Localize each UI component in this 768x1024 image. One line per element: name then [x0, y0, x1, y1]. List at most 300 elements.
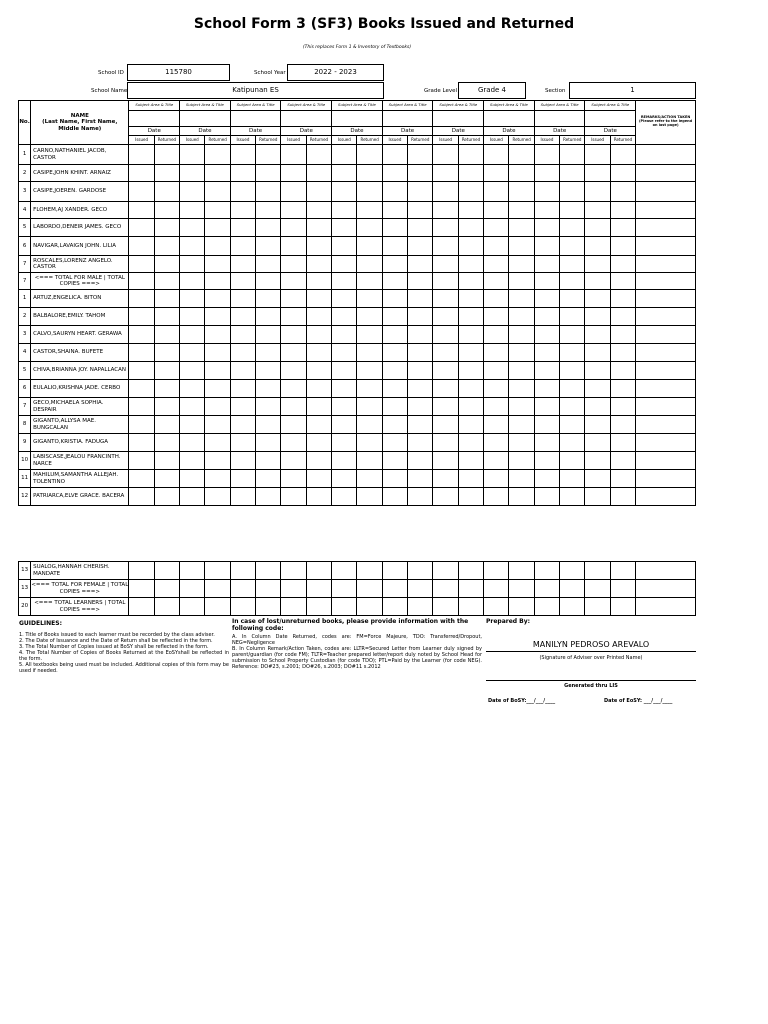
date-cell[interactable] [205, 416, 230, 434]
date-cell[interactable] [585, 562, 610, 580]
date-cell[interactable] [154, 562, 179, 580]
date-cell[interactable] [560, 202, 585, 219]
date-cell[interactable] [332, 488, 357, 506]
date-cell[interactable] [180, 165, 205, 182]
date-cell[interactable] [154, 165, 179, 182]
date-cell[interactable] [180, 219, 205, 237]
date-cell[interactable] [180, 434, 205, 452]
date-cell[interactable] [180, 470, 205, 488]
date-cell[interactable] [585, 202, 610, 219]
date-cell[interactable] [230, 202, 255, 219]
remarks-cell[interactable] [636, 273, 696, 290]
date-cell[interactable] [509, 344, 534, 362]
date-cell[interactable] [180, 237, 205, 256]
date-cell[interactable] [433, 237, 458, 256]
date-cell[interactable] [306, 362, 331, 380]
remarks-cell[interactable] [636, 362, 696, 380]
date-cell[interactable] [306, 202, 331, 219]
date-cell[interactable] [382, 273, 407, 290]
date-cell[interactable] [560, 562, 585, 580]
date-cell[interactable] [408, 488, 433, 506]
date-cell[interactable] [534, 380, 559, 398]
date-cell[interactable] [382, 488, 407, 506]
date-cell[interactable] [509, 326, 534, 344]
date-cell[interactable] [382, 452, 407, 470]
date-cell[interactable] [154, 273, 179, 290]
remarks-cell[interactable] [636, 182, 696, 202]
subject-title-cell[interactable] [534, 111, 585, 127]
date-cell[interactable] [610, 398, 635, 416]
date-cell[interactable] [382, 598, 407, 616]
date-cell[interactable] [180, 326, 205, 344]
date-cell[interactable] [180, 202, 205, 219]
date-cell[interactable] [458, 452, 483, 470]
date-cell[interactable] [534, 562, 559, 580]
date-cell[interactable] [509, 452, 534, 470]
date-cell[interactable] [281, 416, 306, 434]
date-cell[interactable] [382, 380, 407, 398]
remarks-cell[interactable] [636, 202, 696, 219]
date-cell[interactable] [382, 562, 407, 580]
date-cell[interactable] [205, 145, 230, 165]
date-cell[interactable] [357, 308, 382, 326]
date-cell[interactable] [256, 237, 281, 256]
header-subject-area[interactable]: Subject Area & Title [382, 101, 433, 111]
date-cell[interactable] [230, 237, 255, 256]
date-cell[interactable] [610, 182, 635, 202]
header-subject-area[interactable]: Subject Area & Title [433, 101, 484, 111]
date-cell[interactable] [306, 470, 331, 488]
date-cell[interactable] [281, 273, 306, 290]
date-cell[interactable] [585, 145, 610, 165]
date-cell[interactable] [560, 290, 585, 308]
date-cell[interactable] [534, 598, 559, 616]
date-cell[interactable] [610, 434, 635, 452]
date-cell[interactable] [230, 598, 255, 616]
date-cell[interactable] [332, 416, 357, 434]
date-cell[interactable] [458, 237, 483, 256]
date-cell[interactable] [281, 470, 306, 488]
date-cell[interactable] [408, 362, 433, 380]
date-cell[interactable] [256, 398, 281, 416]
school-name-field[interactable]: Katipunan ES [127, 82, 384, 99]
date-cell[interactable] [357, 398, 382, 416]
header-subject-area[interactable]: Subject Area & Title [230, 101, 281, 111]
date-cell[interactable] [306, 488, 331, 506]
date-cell[interactable] [306, 326, 331, 344]
date-cell[interactable] [205, 165, 230, 182]
remarks-cell[interactable] [636, 326, 696, 344]
date-cell[interactable] [129, 452, 154, 470]
date-cell[interactable] [332, 452, 357, 470]
date-cell[interactable] [610, 362, 635, 380]
date-cell[interactable] [332, 273, 357, 290]
date-cell[interactable] [129, 256, 154, 273]
date-cell[interactable] [205, 452, 230, 470]
date-cell[interactable] [610, 237, 635, 256]
date-cell[interactable] [585, 362, 610, 380]
date-cell[interactable] [458, 308, 483, 326]
date-cell[interactable] [281, 237, 306, 256]
header-subject-area[interactable]: Subject Area & Title [281, 101, 332, 111]
date-cell[interactable] [129, 488, 154, 506]
date-cell[interactable] [332, 308, 357, 326]
remarks-cell[interactable] [636, 580, 696, 598]
date-cell[interactable] [230, 273, 255, 290]
header-subject-area[interactable]: Subject Area & Title [332, 101, 383, 111]
date-cell[interactable] [357, 165, 382, 182]
date-cell[interactable] [585, 326, 610, 344]
date-cell[interactable] [230, 290, 255, 308]
date-cell[interactable] [534, 290, 559, 308]
date-cell[interactable] [560, 344, 585, 362]
date-cell[interactable] [205, 237, 230, 256]
date-cell[interactable] [180, 308, 205, 326]
date-cell[interactable] [433, 580, 458, 598]
date-cell[interactable] [560, 165, 585, 182]
date-cell[interactable] [180, 344, 205, 362]
date-cell[interactable] [534, 488, 559, 506]
date-cell[interactable] [332, 326, 357, 344]
date-cell[interactable] [129, 434, 154, 452]
date-cell[interactable] [306, 165, 331, 182]
date-cell[interactable] [154, 434, 179, 452]
date-cell[interactable] [458, 145, 483, 165]
remarks-cell[interactable] [636, 165, 696, 182]
date-cell[interactable] [560, 434, 585, 452]
date-cell[interactable] [534, 434, 559, 452]
date-cell[interactable] [382, 362, 407, 380]
date-cell[interactable] [357, 452, 382, 470]
date-cell[interactable] [382, 580, 407, 598]
date-cell[interactable] [332, 202, 357, 219]
date-cell[interactable] [585, 398, 610, 416]
date-cell[interactable] [281, 380, 306, 398]
date-cell[interactable] [154, 326, 179, 344]
date-cell[interactable] [509, 580, 534, 598]
date-cell[interactable] [585, 308, 610, 326]
grade-level-field[interactable]: Grade 4 [458, 82, 526, 99]
date-cell[interactable] [382, 202, 407, 219]
date-cell[interactable] [610, 165, 635, 182]
remarks-cell[interactable] [636, 452, 696, 470]
date-cell[interactable] [205, 219, 230, 237]
date-cell[interactable] [332, 398, 357, 416]
date-cell[interactable] [205, 598, 230, 616]
date-cell[interactable] [180, 380, 205, 398]
date-cell[interactable] [458, 362, 483, 380]
date-cell[interactable] [281, 256, 306, 273]
date-cell[interactable] [408, 202, 433, 219]
date-cell[interactable] [180, 398, 205, 416]
date-cell[interactable] [281, 488, 306, 506]
date-cell[interactable] [154, 416, 179, 434]
date-cell[interactable] [534, 362, 559, 380]
date-cell[interactable] [154, 202, 179, 219]
date-cell[interactable] [230, 308, 255, 326]
date-cell[interactable] [458, 165, 483, 182]
date-cell[interactable] [408, 380, 433, 398]
date-cell[interactable] [534, 326, 559, 344]
date-cell[interactable] [281, 290, 306, 308]
date-cell[interactable] [509, 202, 534, 219]
date-cell[interactable] [332, 344, 357, 362]
date-cell[interactable] [585, 256, 610, 273]
date-cell[interactable] [205, 256, 230, 273]
date-cell[interactable] [205, 362, 230, 380]
date-cell[interactable] [408, 165, 433, 182]
date-cell[interactable] [382, 145, 407, 165]
date-cell[interactable] [560, 398, 585, 416]
date-cell[interactable] [281, 362, 306, 380]
date-cell[interactable] [484, 380, 509, 398]
date-cell[interactable] [458, 470, 483, 488]
date-cell[interactable] [332, 580, 357, 598]
date-cell[interactable] [408, 326, 433, 344]
date-cell[interactable] [509, 165, 534, 182]
date-cell[interactable] [585, 452, 610, 470]
date-cell[interactable] [484, 598, 509, 616]
date-cell[interactable] [484, 452, 509, 470]
date-cell[interactable] [458, 273, 483, 290]
school-id-field[interactable]: 115780 [127, 64, 230, 81]
date-cell[interactable] [129, 182, 154, 202]
date-cell[interactable] [433, 362, 458, 380]
date-cell[interactable] [610, 145, 635, 165]
subject-title-cell[interactable] [484, 111, 535, 127]
date-cell[interactable] [281, 580, 306, 598]
date-cell[interactable] [433, 488, 458, 506]
date-cell[interactable] [408, 219, 433, 237]
date-cell[interactable] [154, 256, 179, 273]
date-cell[interactable] [484, 237, 509, 256]
date-cell[interactable] [180, 145, 205, 165]
date-cell[interactable] [256, 273, 281, 290]
date-cell[interactable] [433, 326, 458, 344]
date-cell[interactable] [230, 398, 255, 416]
date-cell[interactable] [382, 219, 407, 237]
date-cell[interactable] [332, 256, 357, 273]
date-cell[interactable] [332, 562, 357, 580]
date-cell[interactable] [458, 344, 483, 362]
date-cell[interactable] [256, 256, 281, 273]
date-cell[interactable] [484, 219, 509, 237]
date-cell[interactable] [205, 273, 230, 290]
date-cell[interactable] [534, 398, 559, 416]
date-cell[interactable] [484, 165, 509, 182]
date-cell[interactable] [433, 434, 458, 452]
date-cell[interactable] [332, 237, 357, 256]
date-cell[interactable] [154, 308, 179, 326]
date-cell[interactable] [180, 362, 205, 380]
date-cell[interactable] [534, 273, 559, 290]
date-cell[interactable] [509, 434, 534, 452]
date-cell[interactable] [509, 398, 534, 416]
date-cell[interactable] [357, 598, 382, 616]
date-cell[interactable] [484, 470, 509, 488]
date-cell[interactable] [509, 598, 534, 616]
date-cell[interactable] [382, 290, 407, 308]
subject-title-cell[interactable] [281, 111, 332, 127]
date-cell[interactable] [534, 344, 559, 362]
date-cell[interactable] [585, 488, 610, 506]
date-cell[interactable] [230, 219, 255, 237]
date-cell[interactable] [509, 256, 534, 273]
date-cell[interactable] [509, 416, 534, 434]
date-cell[interactable] [610, 326, 635, 344]
date-cell[interactable] [306, 380, 331, 398]
date-cell[interactable] [306, 598, 331, 616]
date-cell[interactable] [357, 219, 382, 237]
date-cell[interactable] [458, 416, 483, 434]
date-cell[interactable] [610, 580, 635, 598]
date-cell[interactable] [281, 202, 306, 219]
date-cell[interactable] [433, 290, 458, 308]
date-cell[interactable] [306, 308, 331, 326]
remarks-cell[interactable] [636, 562, 696, 580]
date-cell[interactable] [610, 562, 635, 580]
date-cell[interactable] [306, 452, 331, 470]
date-cell[interactable] [560, 362, 585, 380]
date-cell[interactable] [180, 580, 205, 598]
date-cell[interactable] [484, 434, 509, 452]
section-field[interactable]: 1 [569, 82, 696, 99]
date-cell[interactable] [256, 145, 281, 165]
date-cell[interactable] [230, 362, 255, 380]
date-cell[interactable] [433, 273, 458, 290]
date-cell[interactable] [281, 145, 306, 165]
date-cell[interactable] [560, 580, 585, 598]
remarks-cell[interactable] [636, 237, 696, 256]
date-cell[interactable] [332, 145, 357, 165]
date-cell[interactable] [357, 290, 382, 308]
remarks-cell[interactable] [636, 416, 696, 434]
date-cell[interactable] [585, 416, 610, 434]
date-cell[interactable] [357, 202, 382, 219]
date-cell[interactable] [230, 470, 255, 488]
date-cell[interactable] [408, 182, 433, 202]
date-cell[interactable] [458, 434, 483, 452]
remarks-cell[interactable] [636, 219, 696, 237]
date-cell[interactable] [509, 470, 534, 488]
date-cell[interactable] [180, 598, 205, 616]
date-cell[interactable] [560, 416, 585, 434]
date-cell[interactable] [256, 202, 281, 219]
date-cell[interactable] [408, 470, 433, 488]
date-cell[interactable] [306, 256, 331, 273]
date-cell[interactable] [382, 434, 407, 452]
remarks-cell[interactable] [636, 290, 696, 308]
date-cell[interactable] [332, 165, 357, 182]
date-cell[interactable] [408, 344, 433, 362]
date-cell[interactable] [154, 380, 179, 398]
date-cell[interactable] [357, 145, 382, 165]
date-cell[interactable] [129, 470, 154, 488]
date-cell[interactable] [560, 256, 585, 273]
date-cell[interactable] [129, 562, 154, 580]
date-cell[interactable] [534, 470, 559, 488]
date-cell[interactable] [560, 488, 585, 506]
date-cell[interactable] [205, 580, 230, 598]
date-cell[interactable] [408, 580, 433, 598]
date-cell[interactable] [382, 256, 407, 273]
date-cell[interactable] [382, 416, 407, 434]
date-cell[interactable] [281, 165, 306, 182]
date-cell[interactable] [332, 598, 357, 616]
date-cell[interactable] [154, 290, 179, 308]
date-cell[interactable] [585, 290, 610, 308]
date-cell[interactable] [180, 416, 205, 434]
date-cell[interactable] [306, 237, 331, 256]
date-cell[interactable] [154, 182, 179, 202]
date-cell[interactable] [129, 362, 154, 380]
subject-title-cell[interactable] [332, 111, 383, 127]
date-cell[interactable] [129, 326, 154, 344]
date-cell[interactable] [357, 256, 382, 273]
date-cell[interactable] [205, 562, 230, 580]
date-cell[interactable] [534, 182, 559, 202]
date-cell[interactable] [560, 308, 585, 326]
date-cell[interactable] [256, 219, 281, 237]
date-cell[interactable] [408, 145, 433, 165]
date-cell[interactable] [332, 362, 357, 380]
date-cell[interactable] [484, 145, 509, 165]
date-cell[interactable] [332, 434, 357, 452]
date-cell[interactable] [129, 145, 154, 165]
date-cell[interactable] [281, 562, 306, 580]
date-cell[interactable] [205, 308, 230, 326]
date-cell[interactable] [230, 434, 255, 452]
date-cell[interactable] [382, 182, 407, 202]
date-cell[interactable] [306, 344, 331, 362]
date-eosy[interactable]: Date of EoSY: ___/___/____ [604, 698, 673, 704]
date-cell[interactable] [281, 344, 306, 362]
date-cell[interactable] [129, 165, 154, 182]
date-cell[interactable] [205, 398, 230, 416]
date-cell[interactable] [458, 580, 483, 598]
date-cell[interactable] [484, 416, 509, 434]
date-cell[interactable] [610, 290, 635, 308]
date-cell[interactable] [129, 237, 154, 256]
date-cell[interactable] [560, 380, 585, 398]
date-cell[interactable] [458, 398, 483, 416]
school-year-field[interactable]: 2022 - 2023 [287, 64, 384, 81]
date-cell[interactable] [281, 182, 306, 202]
date-cell[interactable] [230, 416, 255, 434]
date-cell[interactable] [433, 182, 458, 202]
date-cell[interactable] [256, 434, 281, 452]
date-cell[interactable] [230, 326, 255, 344]
date-cell[interactable] [534, 237, 559, 256]
date-cell[interactable] [458, 562, 483, 580]
date-cell[interactable] [129, 290, 154, 308]
date-cell[interactable] [129, 416, 154, 434]
date-cell[interactable] [256, 562, 281, 580]
date-cell[interactable] [408, 598, 433, 616]
date-cell[interactable] [357, 488, 382, 506]
date-cell[interactable] [458, 488, 483, 506]
date-cell[interactable] [382, 165, 407, 182]
date-cell[interactable] [306, 416, 331, 434]
date-cell[interactable] [610, 344, 635, 362]
date-cell[interactable] [433, 256, 458, 273]
date-cell[interactable] [332, 290, 357, 308]
date-cell[interactable] [306, 273, 331, 290]
header-subject-area[interactable]: Subject Area & Title [129, 101, 180, 111]
date-cell[interactable] [458, 380, 483, 398]
date-cell[interactable] [484, 326, 509, 344]
remarks-cell[interactable] [636, 470, 696, 488]
